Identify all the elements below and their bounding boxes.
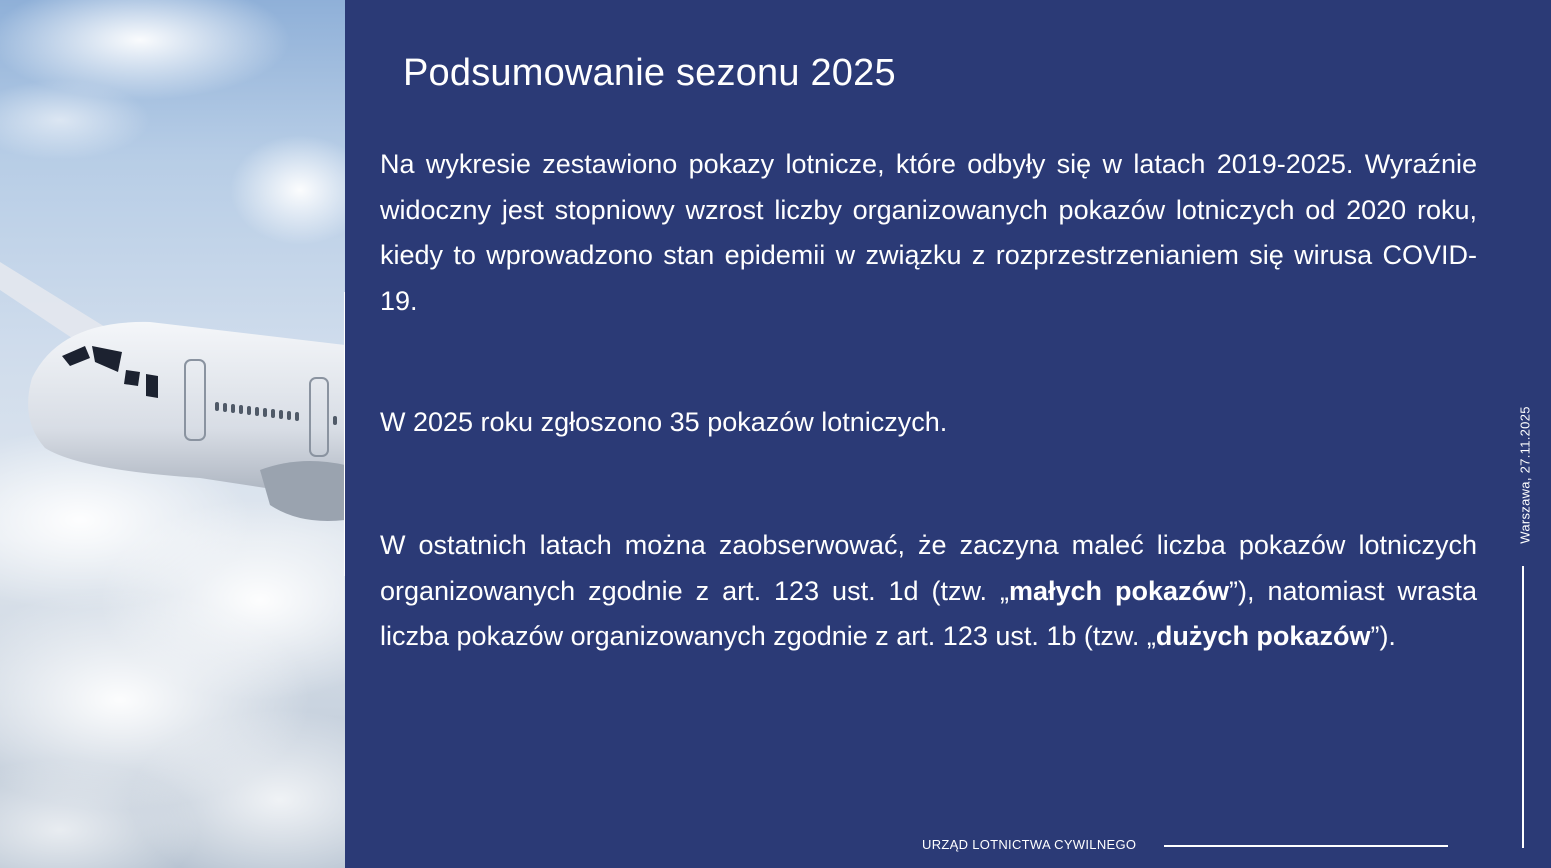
airplane-clouds-image <box>0 0 345 868</box>
paragraph-trends <box>380 523 1477 660</box>
paragraph-trends-part3: ”). <box>1370 621 1396 651</box>
footer-org-name: URZĄD LOTNICTWA CYWILNEGO <box>922 837 1137 852</box>
small-shows-term: małych pokazów <box>1008 575 1230 606</box>
paragraph-trends-part1: W ostatnich latach można zaobserwować, że zaczyna maleć liczba pokazów lotniczych organizowanych zgodnie z art. 123 ust. 1d (tzw. „ <box>380 530 1477 606</box>
airplane-icon <box>0 0 345 868</box>
page-title: Podsumowanie sezonu 2025 <box>403 52 896 94</box>
paragraph-2025-count: W 2025 roku zgłoszono 35 pokazów lotniczych. <box>380 407 948 437</box>
large-shows-term: dużych pokazów <box>1155 621 1371 651</box>
paragraph-chart-summary: Na wykresie zestawiono pokazy lotnicze, które odbyły się w latach 2019-2025. Wyraźnie widoczny jest stopniowy wzrost liczby organizowanych pokazów lotniczych od 2020 roku, kiedy to wprowadzono stan epidemii w związku z rozprzestrzenianiem się wirusa COVID-19. <box>380 149 1477 316</box>
paragraph-trends-part2: ”), natomiast wrasta liczba pokazów organizowanych zgodnie z art. 123 ust. 1b (tzw. „ <box>380 575 1477 651</box>
vertical-divider <box>1522 566 1524 848</box>
footer-divider <box>1164 845 1448 847</box>
date-label: Warszawa, 27.11.2025 <box>1517 406 1533 544</box>
